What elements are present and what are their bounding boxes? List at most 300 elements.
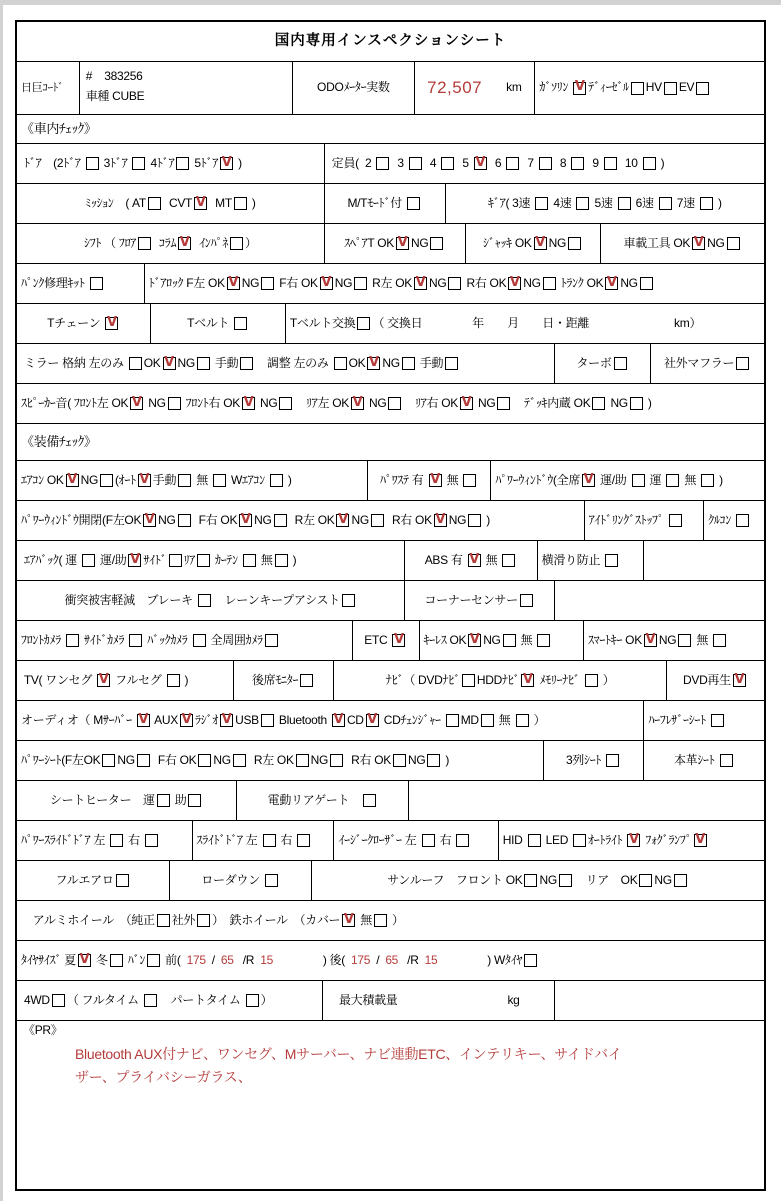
empty-cell (409, 781, 764, 820)
checkbox-audio-cd-changer[interactable] (446, 714, 459, 727)
powerseat-cell (17, 741, 544, 780)
checkbox-alloy-wheel-oem[interactable] (157, 914, 170, 927)
checkbox-aircon-ok[interactable] (66, 474, 79, 487)
sunroof-rear-label: リア OK (573, 872, 638, 887)
checkbox-etc[interactable] (392, 634, 405, 647)
gear-5-label: 5速 (591, 195, 616, 210)
checkbox-side-camera[interactable] (129, 634, 142, 647)
capacity-6-label: 6 (488, 155, 505, 170)
pw-d-label: 運 (646, 472, 665, 487)
tire-front-aspect: 65 (220, 952, 234, 967)
audio-mserver-label: オーディオ（ Mｻｰﾊﾞｰ (21, 712, 135, 727)
checkbox-abs-yes[interactable] (468, 554, 481, 567)
checkbox-tire-van[interactable] (147, 954, 160, 967)
checkbox-fuel-gasoline[interactable] (573, 82, 586, 95)
dvd-play-cell (667, 661, 764, 700)
checkbox-gear-6[interactable] (659, 197, 672, 210)
checkbox-corner-sensor[interactable] (520, 594, 533, 607)
checkbox-doorlock-rl-ok[interactable] (414, 277, 427, 290)
gear-6-label: 6速 (632, 195, 657, 210)
checkbox-speaker-rl-ok[interactable] (351, 397, 364, 410)
checkbox-half-leather-seat[interactable] (711, 714, 724, 727)
4wd-row (17, 981, 764, 1021)
checkbox-smartkey-ok[interactable] (644, 634, 657, 647)
checkbox-stability-control[interactable] (605, 554, 618, 567)
section-equipment-text: 《装備ﾁｪｯｸ》 (21, 433, 97, 449)
doorlock-fr-label: F右 OK (276, 275, 318, 290)
mirror-fold-ng-label: NG (177, 355, 195, 370)
hid-label: HID (502, 832, 526, 847)
audio-cd-label: CD (346, 712, 364, 727)
wheel-row (17, 901, 764, 941)
third-row-cell (544, 741, 645, 780)
cruise-cell (704, 501, 764, 540)
spacer (482, 88, 506, 89)
checkbox-pw-open-fl-ng[interactable] (178, 514, 191, 527)
deck-builtin-label: ﾃﾞｯｷ内蔵 OK (512, 395, 591, 410)
checkbox-mirror-adjust-ok[interactable] (367, 357, 380, 370)
spacer (419, 88, 427, 89)
checkbox-pw-open-rr-ng[interactable] (468, 514, 481, 527)
mirror-adjust-ng-label: NG (382, 355, 400, 370)
mirror-fold-label: ミラー 格納 左のみ (21, 355, 127, 370)
checkbox-mirror-adjust-ng[interactable] (402, 357, 415, 370)
tire-cell (17, 941, 764, 980)
checkbox-door-2[interactable] (86, 157, 99, 170)
checkbox-auto-light[interactable] (627, 834, 640, 847)
checkbox-mirror-fold-ok[interactable] (163, 357, 176, 370)
checkbox-4wd-parttime[interactable] (246, 994, 259, 1007)
checkbox-capacity-10[interactable] (643, 157, 656, 170)
checkbox-audio-music-server[interactable] (137, 714, 150, 727)
pw-open-fr-ng-label: NG (254, 512, 272, 527)
keyless-ok-label: ｷｰﾚｽ OK (423, 632, 467, 647)
checkbox-4wd-fulltime[interactable] (144, 994, 157, 1007)
turbo-cell (555, 344, 651, 383)
checkbox-steel-wheel-none[interactable] (374, 914, 387, 927)
airbag-curtain-label: ｶｰﾃﾝ (211, 552, 241, 567)
audio-changer-label: CDﾁｪﾝｼﾞｬｰ (380, 712, 444, 727)
trans-cvt-label: CVT (162, 195, 193, 210)
checkbox-door-4[interactable] (176, 157, 189, 170)
checkbox-capacity-5[interactable] (474, 157, 487, 170)
max-load-unit: kg (507, 992, 520, 1007)
checkbox-airbag-curtain[interactable] (243, 554, 256, 567)
puncture-kit-label: ﾊﾟﾝｸ修理ｷｯﾄ (21, 275, 88, 290)
checkbox-w-aircon[interactable] (270, 474, 283, 487)
checkbox-power-steering-yes[interactable] (429, 474, 442, 487)
checkbox-audio-none[interactable] (516, 714, 529, 727)
sheet-page (3, 5, 781, 1201)
checkbox-tire-summer[interactable] (78, 954, 91, 967)
speaker-rr-ng-label: NG (474, 395, 496, 410)
page-title-text: 国内専用インスペクションシート (274, 32, 507, 49)
checkbox-shift-floor[interactable] (138, 237, 151, 250)
muffler-cell (651, 344, 764, 383)
checkbox-trans-at[interactable] (148, 197, 161, 210)
shift-floor-label: ｼﾌﾄ （ ﾌﾛｱ (84, 235, 136, 250)
rear-monitor-cell (234, 661, 335, 700)
checkbox-tire-winter[interactable] (110, 954, 123, 967)
wheel-close-paren: ） (389, 912, 404, 927)
aircon-row (17, 461, 764, 501)
checkbox-puncture-repair-kit[interactable] (90, 277, 103, 290)
checkbox-w-tire[interactable] (524, 954, 537, 967)
checkbox-mirror-fold-left-only[interactable] (129, 357, 142, 370)
checkbox-easy-closer-right[interactable] (456, 834, 469, 847)
checkbox-led[interactable] (573, 834, 586, 847)
rear-gate-cell (237, 781, 409, 820)
checkbox-easy-closer-left[interactable] (422, 834, 435, 847)
checkbox-speaker-rl-ng[interactable] (388, 397, 401, 410)
checkbox-mt-mode[interactable] (407, 197, 420, 210)
idling-stop-cell (585, 501, 705, 540)
checkbox-aircon-manual[interactable] (178, 474, 191, 487)
checkbox-tv-oneseg[interactable] (97, 674, 110, 687)
checkbox-rear-monitor[interactable] (300, 674, 313, 687)
checkbox-jack-ok[interactable] (534, 237, 547, 250)
checkbox-powerseat-rl-ok[interactable] (296, 754, 309, 767)
mirror-adjust-label: 調整 左のみ (255, 355, 332, 370)
airbag-driver-label: ｴｱﾊﾞｯｸ( 運 (21, 552, 80, 567)
checkbox-capacity-7[interactable] (539, 157, 552, 170)
checkbox-sunroof-front-ok[interactable] (524, 874, 537, 887)
checkbox-aircon-auto[interactable] (138, 474, 151, 487)
smartkey-none-label: 無 (693, 632, 712, 647)
aircon-cell (17, 461, 368, 500)
doorlock-trunk-ng-label: NG (620, 275, 638, 290)
collision-row (17, 581, 764, 621)
keyless-cell (420, 621, 584, 660)
checkbox-fuel-ev[interactable] (696, 82, 709, 95)
audio-cell (17, 701, 644, 740)
sunroof-front-label: サンルーフ フロント OK (387, 872, 523, 887)
door-5-label: 5ﾄﾞｱ (191, 155, 219, 170)
puncture-kit-cell (17, 264, 145, 303)
checkbox-power-slide-door-left[interactable] (110, 834, 123, 847)
checkbox-airbag-none[interactable] (275, 554, 288, 567)
stock-number: # 383256 (85, 69, 143, 83)
checkbox-fog-lamp[interactable] (694, 834, 707, 847)
checkbox-powerseat-fl-ng[interactable] (137, 754, 150, 767)
checkbox-doorlock-rr-ok[interactable] (508, 277, 521, 290)
checkbox-deck-builtin-ok[interactable] (592, 397, 605, 410)
checkbox-cruise-control[interactable] (736, 514, 749, 527)
shift-cell (17, 224, 325, 263)
checkbox-pw-open-rr-ok[interactable] (434, 514, 447, 527)
checkbox-low-down[interactable] (265, 874, 278, 887)
checkbox-powerseat-rr-ok[interactable] (393, 754, 406, 767)
checkbox-gear-3[interactable] (535, 197, 548, 210)
checkbox-keyless-ok[interactable] (468, 634, 481, 647)
checkbox-back-camera[interactable] (193, 634, 206, 647)
checkbox-capacity-4[interactable] (441, 157, 454, 170)
checkbox-speaker-fr-ng[interactable] (279, 397, 292, 410)
checkbox-speaker-rr-ng[interactable] (497, 397, 510, 410)
camera-cell (17, 621, 353, 660)
checkbox-airbag-driver-passenger[interactable] (128, 554, 141, 567)
tire-front-rim: 15 (260, 952, 273, 967)
checkbox-fuel-hv[interactable] (664, 82, 677, 95)
checkbox-gear-4[interactable] (576, 197, 589, 210)
checkbox-doorlock-fr-ok[interactable] (320, 277, 333, 290)
collision-brake-label: 衝突被害軽減 ブレーキ (64, 592, 196, 607)
checkbox-t-belt[interactable] (234, 317, 247, 330)
checkbox-steel-wheel-cover[interactable] (342, 914, 355, 927)
audio-close-paren: ） (530, 712, 546, 727)
checkbox-spare-tire-ok[interactable] (396, 237, 409, 250)
checkbox-smartkey-ng[interactable] (678, 634, 691, 647)
checkbox-spare-tire-ng[interactable] (430, 237, 443, 250)
nikkyo-code-text: 日巨ｺｰﾄﾞ (21, 81, 64, 94)
checkbox-airbag-side[interactable] (169, 554, 182, 567)
collision-cell (17, 581, 405, 620)
4wd-label: 4WD (21, 992, 50, 1007)
trans-mt-label: MT (209, 195, 232, 210)
checkbox-idling-stop[interactable] (669, 514, 682, 527)
shift-close-paren: ） (245, 235, 257, 250)
checkbox-tv-fullseg[interactable] (167, 674, 180, 687)
checkbox-gear-5[interactable] (618, 197, 631, 210)
checkbox-navi-memory[interactable] (585, 674, 598, 687)
speaker-cell (17, 384, 764, 423)
checkbox-pw-open-rl-ok[interactable] (336, 514, 349, 527)
speaker-fl-ng-label: NG (145, 395, 166, 410)
checkbox-mirror-fold-manual[interactable] (240, 357, 253, 370)
checkbox-powerseat-rl-ng[interactable] (330, 754, 343, 767)
odometer-unit: km (506, 80, 522, 95)
max-load-cell (323, 981, 555, 1020)
checkbox-pw-open-fr-ok[interactable] (239, 514, 252, 527)
airbag-cell (17, 541, 405, 580)
airbag-row (17, 541, 764, 581)
checkbox-navi-hdd[interactable] (521, 674, 534, 687)
door-close-paren: ) (235, 155, 242, 170)
checkbox-shift-inpane[interactable] (230, 237, 243, 250)
gear-close-paren: ) (714, 195, 722, 210)
section-interior-check (17, 115, 764, 144)
checkbox-airbag-rear[interactable] (197, 554, 210, 567)
checkbox-slide-door-right[interactable] (297, 834, 310, 847)
page-title (17, 22, 764, 61)
checkbox-t-chain[interactable] (105, 317, 118, 330)
checkbox-hid[interactable] (528, 834, 541, 847)
checkbox-capacity-6[interactable] (506, 157, 519, 170)
smartkey-cell (584, 621, 764, 660)
jack-ng-label: NG (548, 235, 567, 250)
checkbox-power-slide-door-right[interactable] (145, 834, 158, 847)
checkbox-sunroof-rear-ng[interactable] (674, 874, 687, 887)
checkbox-capacity-3[interactable] (409, 157, 422, 170)
power-window-cell (491, 461, 764, 500)
checkbox-shift-column[interactable] (178, 237, 191, 250)
checkbox-speaker-fr-ok[interactable] (242, 397, 255, 410)
slide-label: ｽﾗｲﾄﾞﾄﾞｱ 左 (196, 832, 261, 847)
checkbox-aircon-ng[interactable] (100, 474, 113, 487)
fuel-type-cell (535, 62, 764, 114)
back-camera-label: ﾊﾞｯｸｶﾒﾗ (144, 632, 191, 647)
checkbox-doorlock-rl-ng[interactable] (448, 277, 461, 290)
checkbox-mirror-fold-ng[interactable] (197, 357, 210, 370)
tools-ng-label: NG (707, 235, 725, 250)
speaker-rr-label: ﾘｱ右 OK (403, 395, 458, 410)
airbag-side-label: ｻｲﾄﾞ (143, 552, 167, 567)
checkbox-collision-brake[interactable] (198, 594, 211, 607)
checkbox-keyless-ng[interactable] (503, 634, 516, 647)
checkbox-audio-aux[interactable] (180, 714, 193, 727)
checkbox-slide-door-left[interactable] (263, 834, 276, 847)
audio-radio-label: ﾗｼﾞｵ (194, 712, 219, 727)
checkbox-doorlock-fr-ng[interactable] (354, 277, 367, 290)
abs-no-label: 無 (482, 552, 501, 567)
t-belt-label: Tベルト (187, 315, 233, 330)
capacity-3-label: 3 (391, 155, 407, 170)
checkbox-airbag-driver[interactable] (82, 554, 95, 567)
checkbox-speaker-fl-ok[interactable] (130, 397, 143, 410)
checkbox-door-3[interactable] (132, 157, 145, 170)
powerseat-rr-ng-label: NG (407, 752, 426, 767)
checkbox-navi-dvd[interactable] (462, 674, 475, 687)
muffler-label: 社外マフラー (663, 355, 735, 370)
checkbox-trans-mt[interactable] (234, 197, 247, 210)
capacity-5-label: 5 (456, 155, 472, 170)
checkbox-t-belt-exchange[interactable] (357, 317, 370, 330)
checkbox-lane-keep-assist[interactable] (342, 594, 355, 607)
checkbox-aftermarket-muffler[interactable] (736, 357, 749, 370)
pw-open-fl-ng-label: NG (158, 512, 176, 527)
checkbox-capacity-9[interactable] (604, 157, 617, 170)
checkbox-tools-ok[interactable] (692, 237, 705, 250)
checkbox-pw-all[interactable] (582, 474, 595, 487)
checkbox-pw-open-fl-ok[interactable] (143, 514, 156, 527)
trans-close-paren: ) (248, 195, 256, 210)
tv-close-paren: ) (181, 672, 189, 687)
checkbox-pw-open-rl-ng[interactable] (371, 514, 384, 527)
checkbox-front-camera[interactable] (66, 634, 79, 647)
checkbox-speaker-rr-ok[interactable] (460, 397, 473, 410)
mission-cell (17, 184, 325, 223)
checkbox-powerseat-fr-ng[interactable] (233, 754, 246, 767)
airbag-rear-label: ﾘｱ (183, 552, 195, 567)
checkbox-seat-heater-driver[interactable] (157, 794, 170, 807)
checkbox-doorlock-fl-ok[interactable] (227, 277, 240, 290)
checkbox-pw-driver-passenger[interactable] (632, 474, 645, 487)
tire-row (17, 941, 764, 981)
checkbox-gear-7[interactable] (700, 197, 713, 210)
checkbox-full-aero[interactable] (116, 874, 129, 887)
checkbox-4wd[interactable] (52, 994, 65, 1007)
checkbox-capacity-2[interactable] (376, 157, 389, 170)
tools-ok-label: 車載工具 OK (623, 235, 691, 250)
checkbox-audio-bluetooth[interactable] (332, 714, 345, 727)
checkbox-leather-seat[interactable] (720, 754, 733, 767)
checkbox-doorlock-trunk-ok[interactable] (605, 277, 618, 290)
checkbox-powerseat-fl-ok[interactable] (102, 754, 115, 767)
door-capacity-row (17, 144, 764, 184)
empty-cell (555, 981, 764, 1020)
low-down-label: ローダウン (201, 872, 263, 887)
mirror-cell (17, 344, 555, 383)
checkbox-abs-no[interactable] (502, 554, 515, 567)
capacity-4-label: 4 (423, 155, 440, 170)
checkbox-mirror-adjust-manual[interactable] (445, 357, 458, 370)
steel-none-label: 無 (357, 912, 372, 927)
third-row-label: 3列ｼｰﾄ (565, 752, 605, 767)
checkbox-speaker-fl-ng[interactable] (168, 397, 181, 410)
checkbox-doorlock-fl-ng[interactable] (261, 277, 274, 290)
checkbox-pw-open-fr-ng[interactable] (274, 514, 287, 527)
rear-monitor-label: 後席ﾓﾆﾀｰ (251, 672, 299, 687)
pw-all-label: ﾊﾟﾜｰｳｨﾝﾄﾞｳ(全席 (495, 472, 581, 487)
checkbox-tools-ng[interactable] (727, 237, 740, 250)
checkbox-doorlock-rr-ng[interactable] (543, 277, 556, 290)
power-slide-cell (17, 821, 193, 860)
checkbox-pw-driver[interactable] (666, 474, 679, 487)
checkbox-mirror-adjust-left-only[interactable] (334, 357, 347, 370)
stability-cell (538, 541, 644, 580)
tire-summer-label: ﾀｲﾔｻｲｽﾞ 夏 (21, 952, 76, 967)
checkbox-audio-md[interactable] (481, 714, 494, 727)
4wd-close-paren: ） (260, 992, 273, 1007)
easy-closer-cell (334, 821, 498, 860)
mt-mode-label: M/Tﾓｰﾄﾞ付 (347, 195, 406, 210)
transmission-row (17, 184, 764, 224)
audio-none-label: 無 (495, 712, 514, 727)
checkbox-trans-cvt[interactable] (194, 197, 207, 210)
checkbox-jack-ng[interactable] (568, 237, 581, 250)
checkbox-dvd-play[interactable] (733, 674, 746, 687)
checkbox-power-rear-gate[interactable] (363, 794, 376, 807)
checkbox-deck-builtin-ng[interactable] (630, 397, 643, 410)
checkbox-pw-none[interactable] (701, 474, 714, 487)
checkbox-sunroof-rear-ok[interactable] (639, 874, 652, 887)
door-3-label: 3ﾄﾞｱ (100, 155, 131, 170)
checkbox-around-view-camera[interactable] (265, 634, 278, 647)
doorlock-cell (145, 264, 764, 303)
checkbox-smartkey-none[interactable] (713, 634, 726, 647)
checkbox-turbo[interactable] (614, 357, 627, 370)
corner-sensor-label: コーナーセンサー (424, 592, 518, 607)
checkbox-powerseat-fr-ok[interactable] (198, 754, 211, 767)
checkbox-audio-usb[interactable] (261, 714, 274, 727)
t-belt-exchange-detail: （ 交換日 年 月 日・距離 km） (372, 315, 702, 330)
door-cell (17, 144, 325, 183)
checkbox-third-row-seat[interactable] (606, 754, 619, 767)
checkbox-sunroof-front-ng[interactable] (559, 874, 572, 887)
checkbox-powerseat-rr-ng[interactable] (427, 754, 440, 767)
checkbox-fuel-diesel[interactable] (631, 82, 644, 95)
capacity-label: 定員( 2 (328, 155, 375, 170)
checkbox-doorlock-trunk-ng[interactable] (640, 277, 653, 290)
side-camera-label: ｻｲﾄﾞｶﾒﾗ (80, 632, 128, 647)
checkbox-seat-heater-passenger[interactable] (188, 794, 201, 807)
checkbox-power-steering-no[interactable] (463, 474, 476, 487)
checkbox-alloy-wheel-aftermarket[interactable] (197, 914, 210, 927)
checkbox-keyless-none[interactable] (537, 634, 550, 647)
tire-front-width: 175 (186, 952, 206, 967)
full-aero-label: フルエアロ (55, 872, 114, 887)
checkbox-capacity-8[interactable] (571, 157, 584, 170)
around-camera-label: 全周囲ｶﾒﾗ (207, 632, 263, 647)
checkbox-door-5[interactable] (220, 157, 233, 170)
checkbox-audio-cd[interactable] (366, 714, 379, 727)
checkbox-aircon-none[interactable] (213, 474, 226, 487)
pw-open-row (17, 501, 764, 541)
capacity-7-label: 7 (521, 155, 537, 170)
mirror-fold-ok-label: OK (143, 355, 161, 370)
power-slide-label: ﾊﾟﾜｰｽﾗｲﾄﾞﾄﾞｱ 左 (21, 832, 109, 847)
checkbox-audio-radio[interactable] (220, 714, 233, 727)
